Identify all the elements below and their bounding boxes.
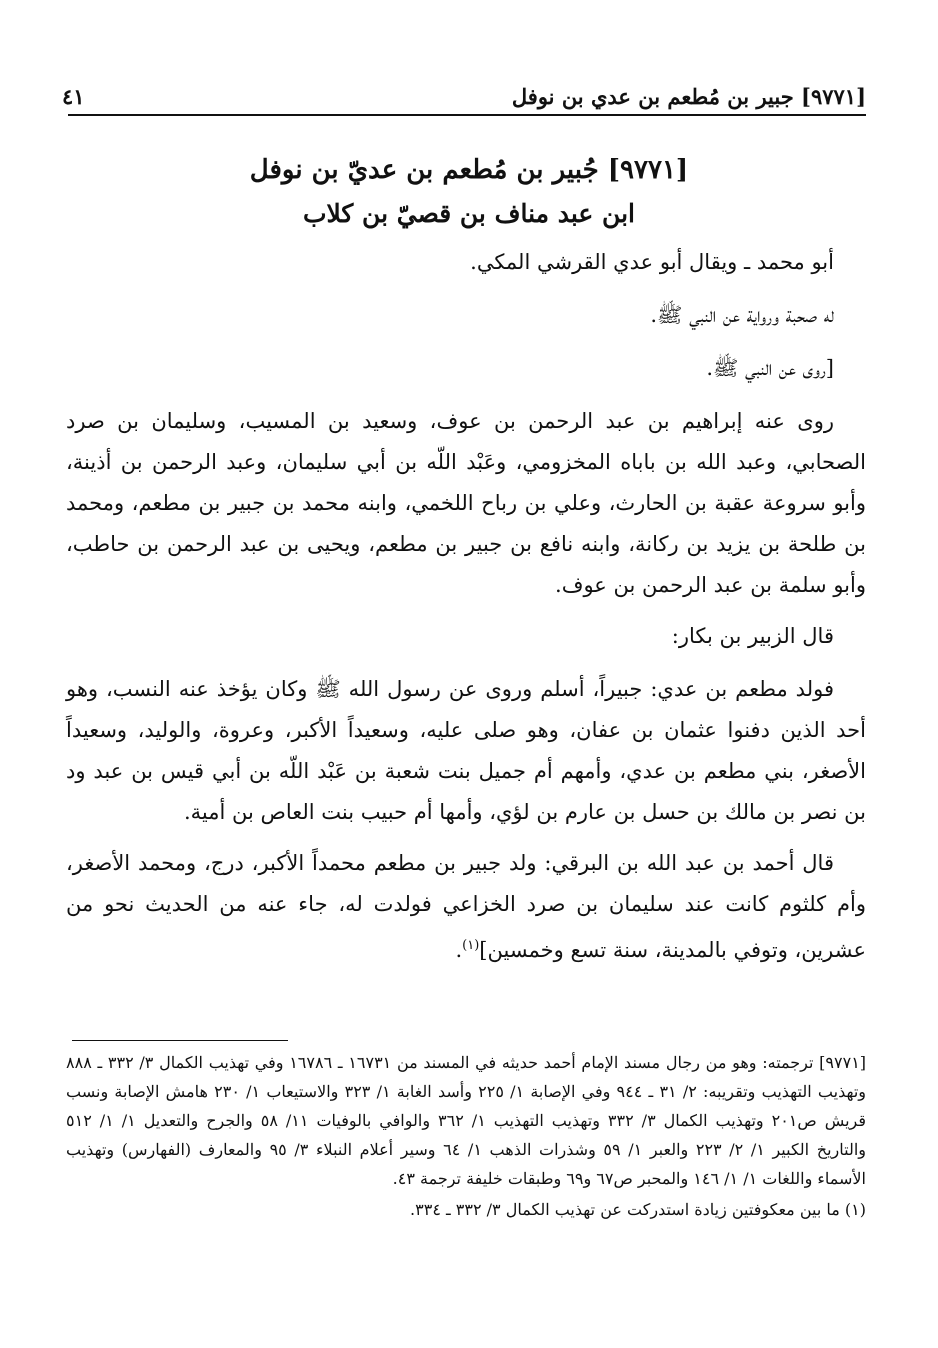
paragraph-sahaba: له صحبة ورواية عن النبي ﷺ.	[650, 303, 834, 327]
footnote-rule	[72, 1040, 288, 1041]
entry-title	[80, 148, 858, 236]
paragraph-lineage: فولد مطعم بن عدي: جبيراً، أسلم وروى عن رسول الله ﷺ وكان يؤخذ عنه النسب، وهو أحد الذين دفنوا عثمان بن عفان، وهو صلى عليه، وسعيداً الأكبر، وعروة، والوليد، وسعيداً الأصغر، بني مطعم بن عدي، وأمهم أم جميل بنت شعبة بن عَبْد اللّه بن أبي قيس بن عبد ود بن نصر بن مالك بن حسل بن عارم بن لؤي، وأمها أم حبيب بنت العاص بن أمية.	[66, 677, 866, 824]
page-header	[62, 82, 866, 118]
paragraph-narrators: روى عنه إبراهيم بن عبد الرحمن بن عوف، وسعيد بن المسيب، وسليمان بن صرد الصحابي، وعبد الله بن باباه المخزومي، وعَبْد اللّه بن أبي سليمان، وعبد الرحمن بن أذينة، وأبو سروعة عقبة بن الحارث، وعلي بن رباح اللخمي، وابنه محمد بن جبير بن مطعم، ومحمد بن طلحة بن يزيد بن ركانة، وابنه نافع بن جبير بن مطعم، ويحيى بن عبد الرحمن بن حاطب، وأبو سلمة بن عبد الرحمن بن عوف.	[66, 409, 866, 597]
paragraph-zubayr: قال الزبير بن بكار:	[671, 624, 834, 648]
paragraph-barqi-text: قال أحمد بن عبد الله بن البرقي: ولد جبير بن مطعم محمداً الأكبر، درج، ومحمد الأصغر، وأم كلثوم كانت عند سليمان بن صرد الخزاعي فولدت له، جاء عنه من الحديث نحو من عشرين، وتوفي بالمدينة، سنة تسع وخمسين]	[66, 851, 866, 962]
entry-title-line-1: [٩٧٧١] جُبير بن مُطعم بن عديّ بن نوفل	[249, 155, 689, 185]
header-rule	[68, 114, 866, 116]
entry-title-line-2: ابن عبد مناف بن قصيّ بن كلاب	[302, 199, 635, 228]
paragraph-rawa: [روى عن النبي ﷺ.	[706, 356, 834, 380]
body-text	[66, 242, 866, 981]
footnote-translation: [٩٧٧١] ترجمته: وهو من رجال مسند الإمام أحمد حديثه في المسند من ١٦٧٣١ ـ ١٦٧٨٦ وفي تهذيب الكمال ٣/ ٣٣٢ ـ ٨٨٨ وتهذيب التهذيب وتقريبه: ٢/ ٣١ ـ ٩٤٤ وفي الإصابة ١/ ٢٢٥ وأسد الغابة ١/ ٣٢٣ والاستيعاب ١/ ٢٣٠ هامش الإصابة ونسب قريش ص٢٠١ وتهذيب الكمال ٣/ ٣٣٢ وتهذيب التهذيب ١/ ٣٦٢ والوافي بالوفيات ١١/ ٥٨ والجرح والتعديل ١/ ١/ ٥١٢ والتاريخ الكبير ١/ ٢/ ٢٢٣ والعبر ١/ ٥٩ وشذرات الذهب ١/ ٦٤ وسير أعلام النبلاء ٣/ ٩٥ والمعارف (الفهارس) وتهذيب الأسماء واللغات ١/ ١/ ١٤٦ والمحبر ص٦٧ و٦٩ وطبقات خليفة ترجمة ٤٣.	[66, 1053, 867, 1188]
paragraph-barqi	[66, 843, 866, 971]
footnotes	[66, 1048, 866, 1226]
paragraph-kunya: أبو محمد ـ ويقال أبو عدي القرشي المكي.	[470, 250, 834, 274]
paragraph-barqi-end: .	[455, 938, 463, 962]
running-title: [٩٧٧١] جبير بن مُطعم بن عدي بن نوفل	[511, 84, 866, 109]
footnote-1: (١) ما بين معكوفتين زيادة استدركت عن تهذيب الكمال ٣/ ٣٣٢ ـ ٣٣٤.	[410, 1200, 866, 1219]
footnote-ref: (١)	[462, 938, 480, 953]
page-number: ٤١	[62, 84, 85, 109]
